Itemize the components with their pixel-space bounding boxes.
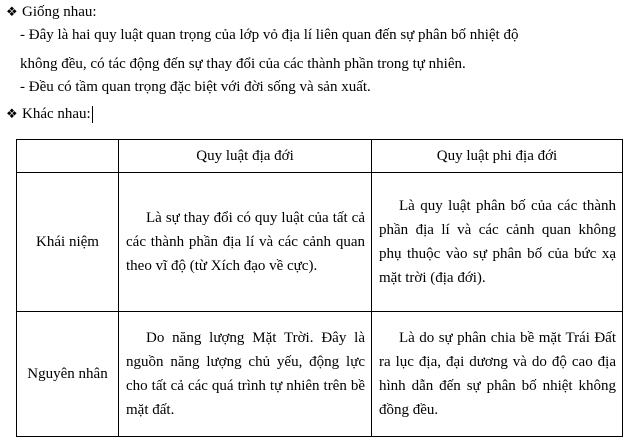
cell-text: Là do sự phân chia bề mặt Trái Đất ra lục địa, đại dương và do độ cao địa hình dẫn đến sự phân bố nhiệt không đồng đều. xyxy=(379,330,616,418)
table-row xyxy=(17,312,623,437)
text-cursor xyxy=(92,106,93,123)
header-cell-zonal: Quy luật địa đới xyxy=(119,140,372,173)
cell-concept-zonal xyxy=(119,173,372,312)
row-label-concept: Khái niệm xyxy=(17,173,119,312)
cell-text: Do năng lượng Mặt Trời. Đây là nguồn năng lượng chủ yếu, động lực cho tất cả các quá trình tự nhiên trên bề mặt đất. xyxy=(126,330,365,418)
cell-text: Là quy luật phân bố của các thành phần địa lí và các cảnh quan không phụ thuộc vào sự phân bố của bức xạ mặt trời (địa đới). xyxy=(379,198,616,286)
cell-text: Là sự thay đổi có quy luật của tất cả các thành phần địa lí và các cảnh quan theo vĩ độ (từ Xích đạo về cực). xyxy=(126,210,365,274)
bullet-icon: ❖ xyxy=(6,4,18,19)
header-cell-empty xyxy=(17,140,119,173)
similarities-heading: Giống nhau: xyxy=(22,4,97,20)
similarities-heading-line xyxy=(6,2,97,22)
similarities-line-1b: không đều, có tác động đến sự thay đổi của các thành phần trong tự nhiên. xyxy=(20,56,466,72)
header-cell-azonal: Quy luật phi địa đới xyxy=(372,140,623,173)
cell-cause-azonal xyxy=(372,312,623,437)
similarities-line-1a: - Đây là hai quy luật quan trọng của lớp vỏ địa lí liên quan đến sự phân bố nhiệt độ xyxy=(20,27,519,43)
similarities-line-2: - Đều có tầm quan trọng đặc biệt với đời sống và sản xuất. xyxy=(20,79,371,95)
differences-heading-line[interactable] xyxy=(6,104,93,124)
row-label-cause: Nguyên nhân xyxy=(17,312,119,437)
table-header-row xyxy=(17,140,623,173)
bullet-icon: ❖ xyxy=(6,106,18,121)
comparison-table xyxy=(16,139,623,437)
cell-concept-azonal xyxy=(372,173,623,312)
differences-heading: Khác nhau: xyxy=(22,106,91,122)
cell-cause-zonal xyxy=(119,312,372,437)
table-row xyxy=(17,173,623,312)
